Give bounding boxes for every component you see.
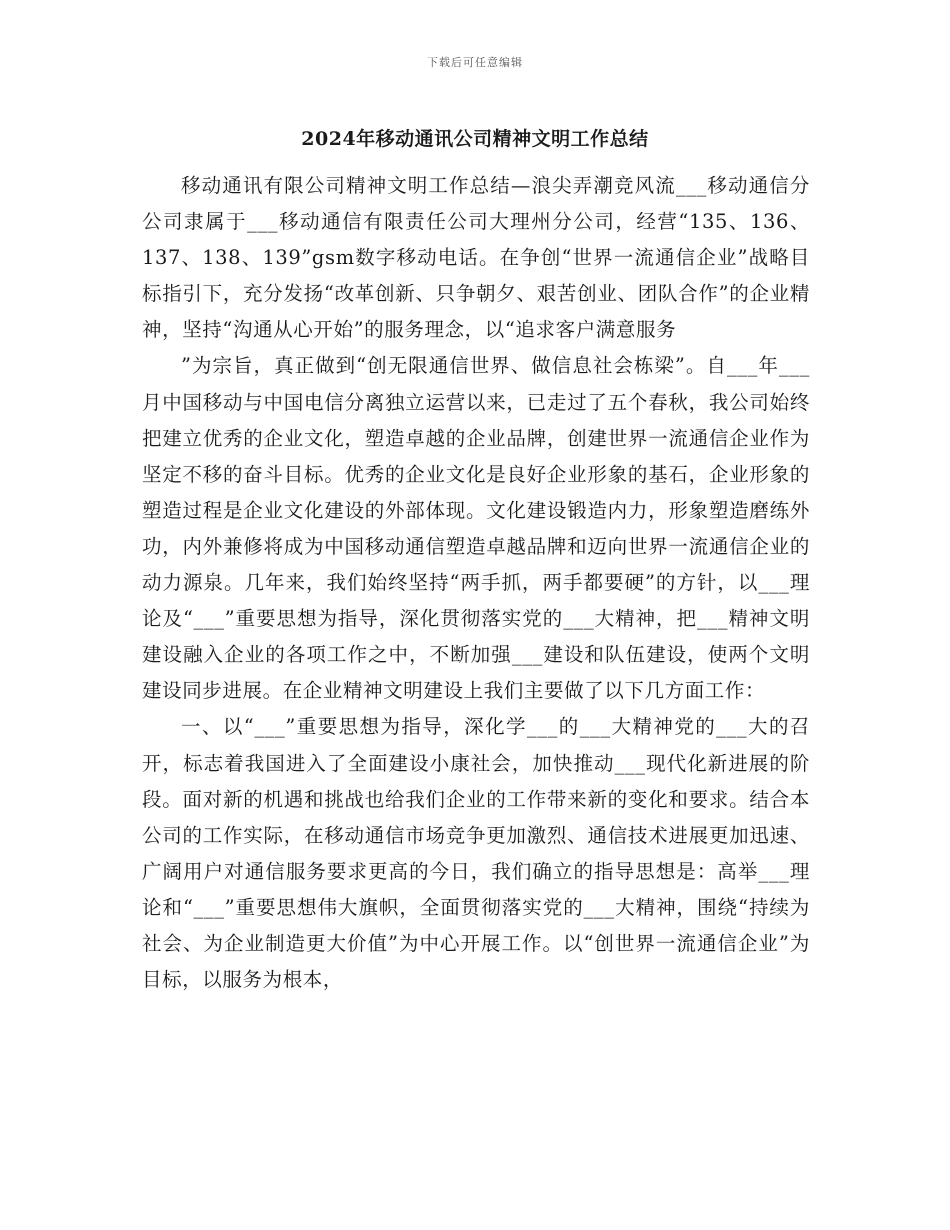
header-note: 下载后可任意编辑 [427, 56, 523, 69]
document-title: 2024年移动通讯公司精神文明工作总结 [301, 128, 649, 150]
paragraph-3: 一、以“___”重要思想为指导，深化学___的___大精神党的___大的召开，标志着我国进入了全面建设小康社会，加快推动___现代化新进展的阶段。面对新的机遇和挑战也给我们企业的工作带来新的变化和要求。结合本公司的工作实际，在移动通信市场竞争更加激烈、通信技术进展更加迅速、广阔用户对通信服务要求更高的今日，我们确立的指导思想是：高举___理论和“___”重要思想伟大旗帜，全面贯彻落实党的___大精神，围绕“持续为社会、为企业制造更大价值”为中心开展工作。以“创世界一流通信企业”为目标，以服务为根本， [142, 715, 810, 992]
document-body [142, 168, 810, 998]
paragraph-1: 移动通讯有限公司精神文明工作总结—浪尖弄潮竞风流___移动通信分公司隶属于___移动通信有限责任公司大理州分公司，经营“135、136、137、138、139”gsm数字移动电话。在争创“世界一流通信企业”战略目标指引下，充分发扬“改革创新、只争朝夕、艰苦创业、团队合作”的企业精神，坚持“沟通从心开始”的服务理念，以“追求客户满意服务 [142, 174, 810, 342]
paragraph-2: ”为宗旨，真正做到“创无限通信世界、做信息社会栋梁”。自___年___月中国移动与中国电信分离独立运营以来，已走过了五个春秋，我公司始终把建立优秀的企业文化，塑造卓越的企业品牌，创建世界一流通信企业作为坚定不移的奋斗目标。优秀的企业文化是良好企业形象的基石，企业形象的塑造过程是企业文化建设的外部体现。文化建设锻造内力，形象塑造磨练外功，内外兼修将成为中国移动通信塑造卓越品牌和迈向世界一流通信企业的动力源泉。几年来，我们始终坚持“两手抓，两手都要硬”的方针，以___理论及“___”重要思想为指导，深化贯彻落实党的___大精神，把___精神文明建设融入企业的各项工作之中，不断加强___建设和队伍建设，使两个文明建设同步进展。在企业精神文明建设上我们主要做了以下几方面工作： [142, 354, 810, 703]
